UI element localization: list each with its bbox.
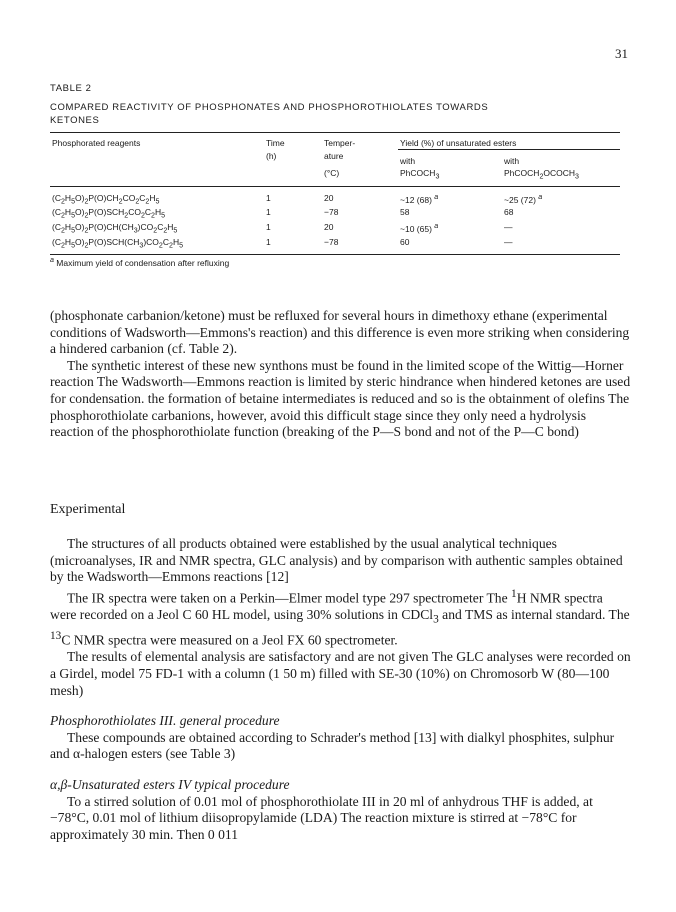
time-cell: 1 xyxy=(266,222,271,233)
temp-cell: 20 xyxy=(324,222,334,233)
paragraph-intro xyxy=(50,308,632,441)
yield2-cell: ~25 (72) $^a$ xyxy=(504,192,543,205)
header-with1: with xyxy=(400,156,416,166)
table-caption xyxy=(50,82,620,127)
yield1-cell: 58 xyxy=(400,207,410,218)
header-ketone1: PhCOCH$_3$ xyxy=(398,167,502,186)
table-label: TABLE 2 xyxy=(50,83,92,94)
subheading-phosphorothiolates: Phosphorothiolates III. general procedure xyxy=(50,713,280,729)
reagent-cell: $(C_2H_5O)_2P(O)CH_2CO_2C_2H_5$ xyxy=(52,192,160,206)
header-ketone2: $PhCOCH_2OCOCH_3$ xyxy=(502,167,620,186)
yield1-cell: 60 xyxy=(398,236,502,255)
header-temp: Temper- xyxy=(322,133,398,150)
subheading-unsaturated-esters: α,β-Unsaturated esters IV typical procedure xyxy=(50,776,290,792)
header-yield: Yield (%) of unsaturated esters xyxy=(398,133,620,150)
page-number: 31 xyxy=(615,46,628,61)
paragraph: The synthetic interest of these new synthons must be found in the limited scope of the Wittig—Horner reaction The Wadsworth—Emmons reaction is limited by steric hindrance when hindered ketones are used for condensation. the formation of betaine intermediates is reduced and so is the obtainment of olefins The phosphorothiolate carbanions, however, avoid this difficult stage since they only need a hydrolysis reaction of the phosphorothiolate function (breaking of the P—S bond and not of the P—C bond) xyxy=(50,357,631,440)
experimental-body xyxy=(50,536,632,843)
reagent-cell: $(C_2H_5O)_2P(O)SCH_2CO_2C_2H_5$ xyxy=(52,207,166,221)
yield2-cell: — xyxy=(502,236,620,255)
section-heading-experimental: Experimental xyxy=(50,502,126,517)
data-table xyxy=(50,132,620,255)
temp-cell: −78 xyxy=(324,207,339,218)
header-temp-unit: (°C) xyxy=(322,167,398,186)
header-reagents: Phosphorated reagents xyxy=(50,133,264,150)
paragraph: To a stirred solution of 0.01 mol of phosphorothiolate III in 20 ml of anhydrous THF is added, at −78°C, 0.01 mol of lithium diisopropylamide (LDA) The reaction mixture is stirred at −78°C for approximately 30 min. Then 0 011 xyxy=(50,793,593,842)
table-footnote: $^a$ Maximum yield of condensation after refluxing xyxy=(50,256,230,268)
yield2-cell: — xyxy=(504,222,513,233)
table-title-line1: COMPARED REACTIVITY OF PHOSPHONATES AND PHOSPHOROTHIOLATES TOWARDS xyxy=(50,102,489,113)
temp-cell: 20 xyxy=(324,192,334,203)
paragraph: The structures of all products obtained were established by the usual analytical techniques (microanalyses, IR and NMR spectra, GLC analysis) and by comparison with authentic samples obtained by the Wadsworth—Emmons reactions [12] xyxy=(50,536,623,585)
header-temp2: ature xyxy=(324,150,344,161)
time-cell: 1 xyxy=(264,236,322,255)
table-row xyxy=(50,186,620,206)
table-row xyxy=(50,221,620,236)
reagent-cell: $(C_2H_5O)_2P(O)SCH(CH_3)CO_2C_2H_5$ xyxy=(50,236,264,255)
time-cell: 1 xyxy=(266,192,271,203)
header-time-unit: (h) xyxy=(266,150,277,161)
yield2-cell: 68 xyxy=(504,207,514,218)
table-row xyxy=(50,236,620,255)
time-cell: 1 xyxy=(266,207,271,218)
paragraph: The results of elemental analysis are satisfactory and are not given The GLC analyses were recorded on a Girdel, model 75 FD-1 with a column (1 50 m) filled with SE-30 (10%) on Chromosorb W (80—100 mesh) xyxy=(50,649,631,698)
header-time: Time xyxy=(264,133,322,150)
yield1-cell: ~10 (65) $^a$ xyxy=(400,222,439,234)
yield1-cell: ~12 (68) $^a$ xyxy=(400,192,439,205)
temp-cell: −78 xyxy=(322,236,398,255)
paragraph: The IR spectra were taken on a Perkin—Elmer model type 297 spectrometer The $^1$H NMR spectra were recorded on a Jeol C 60 HL model, using 30% solutions in CDCl$_3$ and TMS as internal standard. The $^{13}$C NMR spectra were measured on a Jeol FX 60 spectrometer. xyxy=(50,587,630,648)
paragraph: (phosphonate carbanion/ketone) must be refluxed for several hours in dimethoxy ethane (experimental conditions of Wadsworth—Emmons's reaction) and this difference is even more striking when considering a hindered carbanion (cf. Table 2). xyxy=(50,308,630,357)
reagent-cell: $(C_2H_5O)_2P(O)CH(CH_3)CO_2C_2H_5$ xyxy=(52,222,178,235)
table-title-line2: KETONES xyxy=(50,115,100,126)
header-with2: with xyxy=(504,156,520,166)
table-row xyxy=(50,206,620,221)
paragraph: These compounds are obtained according to Schrader's method [13] with dialkyl phosphites, sulphur and α-halogen esters (see Table 3) xyxy=(50,729,615,762)
